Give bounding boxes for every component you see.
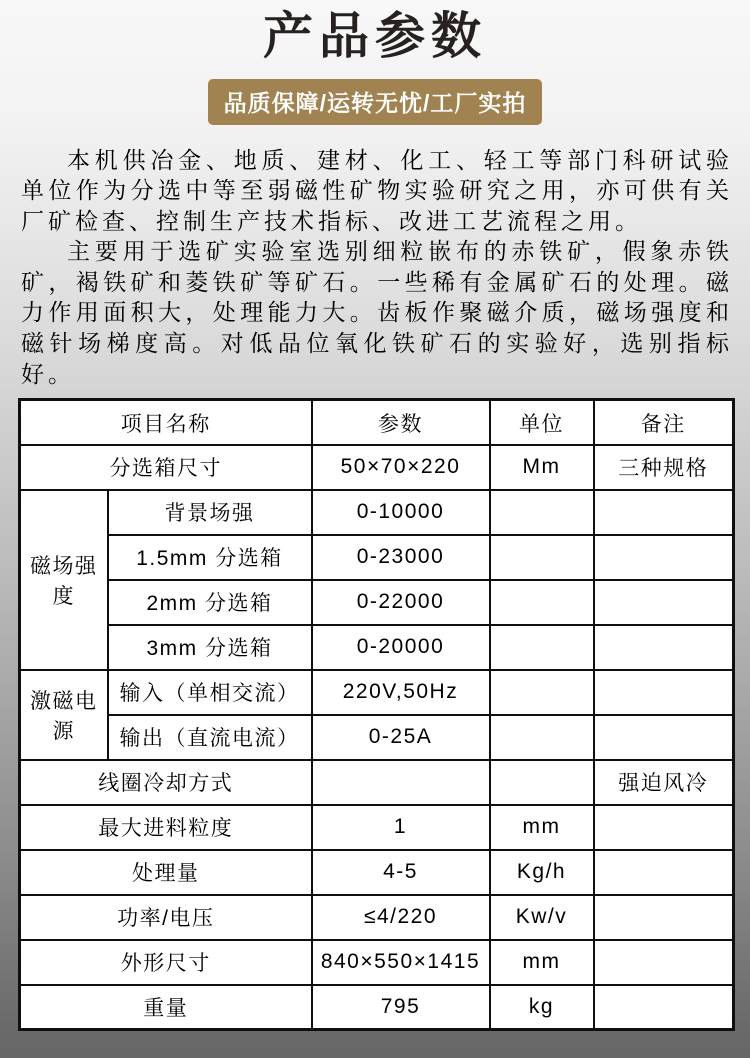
cell-empty	[594, 490, 734, 535]
cell-empty	[490, 490, 594, 535]
max-feed-unit: mm	[490, 805, 594, 850]
row-cooling	[20, 760, 734, 805]
box-3mm-param: 0-20000	[312, 625, 490, 670]
cell-empty	[594, 580, 734, 625]
cell-empty	[312, 760, 490, 805]
box-1-5mm-label: 1.5mm 分选箱	[108, 535, 312, 580]
excite-group-label: 激磁电源	[20, 670, 108, 760]
power-voltage-param: ≤4/220	[312, 895, 490, 940]
row-box-2mm	[20, 580, 734, 625]
weight-label: 重量	[20, 985, 312, 1030]
box-size-note: 三种规格	[594, 445, 734, 490]
capacity-label: 处理量	[20, 850, 312, 895]
box-2mm-param: 0-22000	[312, 580, 490, 625]
cell-empty	[594, 715, 734, 760]
power-input-label: 输入（单相交流）	[108, 670, 312, 715]
cell-empty	[594, 895, 734, 940]
capacity-unit: Kg/h	[490, 850, 594, 895]
box-size-label: 分选箱尺寸	[20, 445, 312, 490]
row-box-3mm	[20, 625, 734, 670]
header-param: 参数	[312, 400, 490, 445]
box-2mm-label: 2mm 分选箱	[108, 580, 312, 625]
box-3mm-label: 3mm 分选箱	[108, 625, 312, 670]
power-input-param: 220V,50Hz	[312, 670, 490, 715]
row-box-size	[20, 445, 734, 490]
cell-empty	[594, 805, 734, 850]
page-title: 产品参数	[263, 8, 487, 64]
cell-empty	[490, 715, 594, 760]
intro-paragraph-1: 本机供冶金、地质、建材、化工、轻工等部门科研试验单位作为分选中等至弱磁性矿物实验研究之用，亦可供有关厂矿检查、控制生产技术指标、改进工艺流程之用。	[21, 146, 733, 234]
box-size-unit: Mm	[490, 445, 594, 490]
box-1-5mm-param: 0-23000	[312, 535, 490, 580]
row-bg-field	[20, 490, 734, 535]
table-header-row	[20, 400, 734, 445]
cell-empty	[490, 760, 594, 805]
header-item-name: 项目名称	[20, 400, 312, 445]
cell-empty	[594, 625, 734, 670]
cell-empty	[594, 985, 734, 1030]
cell-empty	[594, 850, 734, 895]
cell-empty	[490, 625, 594, 670]
cell-empty	[594, 670, 734, 715]
intro-text	[21, 145, 733, 390]
weight-unit: kg	[490, 985, 594, 1030]
header-unit: 单位	[490, 400, 594, 445]
dimensions-label: 外形尺寸	[20, 940, 312, 985]
row-box-1-5mm	[20, 535, 734, 580]
cell-empty	[490, 580, 594, 625]
row-dimensions	[20, 940, 734, 985]
cooling-label: 线圈冷却方式	[20, 760, 312, 805]
max-feed-param: 1	[312, 805, 490, 850]
power-output-label: 输出（直流电流）	[108, 715, 312, 760]
capacity-param: 4-5	[312, 850, 490, 895]
cell-empty	[594, 535, 734, 580]
magnetic-group-label: 磁场强度	[20, 490, 108, 670]
max-feed-label: 最大进料粒度	[20, 805, 312, 850]
power-voltage-label: 功率/电压	[20, 895, 312, 940]
bg-field-param: 0-10000	[312, 490, 490, 535]
power-output-param: 0-25A	[312, 715, 490, 760]
spec-table	[18, 398, 735, 1031]
quality-badge: 品质保障/运转无忧/工厂实拍	[208, 79, 543, 125]
power-voltage-unit: Kw/v	[490, 895, 594, 940]
dimensions-param: 840×550×1415	[312, 940, 490, 985]
row-capacity	[20, 850, 734, 895]
cooling-note: 强迫风冷	[594, 760, 734, 805]
cell-empty	[594, 940, 734, 985]
row-power-voltage	[20, 895, 734, 940]
dimensions-unit: mm	[490, 940, 594, 985]
row-power-output	[20, 715, 734, 760]
box-size-param: 50×70×220	[312, 445, 490, 490]
bg-field-label: 背景场强	[108, 490, 312, 535]
cell-empty	[490, 670, 594, 715]
intro-paragraph-2: 主要用于选矿实验室选别细粒嵌布的赤铁矿，假象赤铁矿，褐铁矿和菱铁矿等矿石。一些稀有金属矿石的处理。磁力作用面积大，处理能力大。齿板作聚磁介质，磁场强度和磁针场梯度高。对低品位氧化铁矿石的实验好，选别指标好。	[21, 238, 733, 387]
row-weight	[20, 985, 734, 1030]
header-note: 备注	[594, 400, 734, 445]
row-max-feed	[20, 805, 734, 850]
row-power-input	[20, 670, 734, 715]
cell-empty	[490, 535, 594, 580]
weight-param: 795	[312, 985, 490, 1030]
